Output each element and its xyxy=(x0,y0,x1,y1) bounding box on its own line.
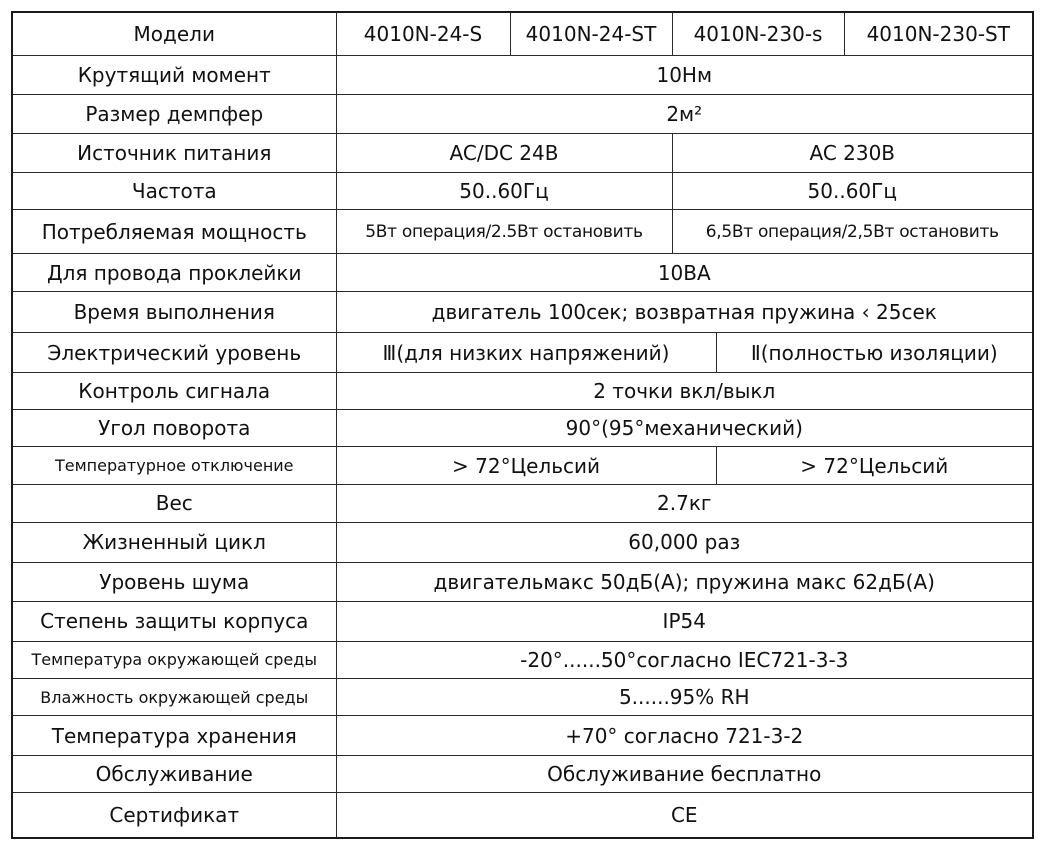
table-row xyxy=(12,55,1033,94)
model-4: 4010N-230-ST xyxy=(844,12,1033,55)
row-value-right: 50..60Гц xyxy=(672,172,1033,209)
table-row-header xyxy=(12,12,1033,55)
table-row xyxy=(12,94,1033,133)
table-row xyxy=(12,522,1033,562)
table-row xyxy=(12,716,1033,756)
row-value: +70° согласно 721-3-2 xyxy=(336,716,1033,756)
table-row xyxy=(12,756,1033,793)
row-value: 5......95% RH xyxy=(336,678,1033,715)
row-value-left: > 72°Цельсий xyxy=(336,447,716,484)
model-3: 4010N-230-s xyxy=(672,12,844,55)
row-label: Уровень шума xyxy=(12,562,336,601)
row-label: Угол поворота xyxy=(12,410,336,447)
row-value-left: 50..60Гц xyxy=(336,172,672,209)
row-label: Потребляемая мощность xyxy=(12,209,336,253)
row-value-right: 6,5Вт операция/2,5Вт остановить xyxy=(672,209,1033,253)
row-label: Время выполнения xyxy=(12,292,336,333)
model-2: 4010N-24-ST xyxy=(510,12,672,55)
row-label: Крутящий момент xyxy=(12,55,336,94)
row-value: -20°......50°согласно IEC721-3-3 xyxy=(336,641,1033,678)
row-value: 60,000 раз xyxy=(336,522,1033,562)
row-value: 2.7кг xyxy=(336,484,1033,522)
row-label: Вес xyxy=(12,484,336,522)
row-value: двигательмакс 50дБ(А); пружина макс 62дБ(А) xyxy=(336,562,1033,601)
table-row xyxy=(12,641,1033,678)
row-value: CE xyxy=(336,793,1033,838)
row-value-right: Ⅱ(полностью изоляции) xyxy=(716,333,1033,373)
spec-table xyxy=(11,11,1034,839)
row-label: Жизненный цикл xyxy=(12,522,336,562)
table-row xyxy=(12,333,1033,373)
row-label: Размер демпфер xyxy=(12,94,336,133)
table-row xyxy=(12,484,1033,522)
table-row xyxy=(12,562,1033,601)
model-1: 4010N-24-S xyxy=(336,12,510,55)
row-label: Температура окружающей среды xyxy=(12,641,336,678)
table-row xyxy=(12,172,1033,209)
table-row xyxy=(12,793,1033,838)
table-row xyxy=(12,373,1033,410)
table-row xyxy=(12,678,1033,715)
row-label: Влажность окружающей среды xyxy=(12,678,336,715)
row-value-left: Ⅲ(для низких напряжений) xyxy=(336,333,716,373)
table-row xyxy=(12,133,1033,172)
row-value-right: AC 230B xyxy=(672,133,1033,172)
row-value-left: AC/DC 24B xyxy=(336,133,672,172)
table-row xyxy=(12,410,1033,447)
row-label: Для провода проклейки xyxy=(12,254,336,292)
row-value: 10Нм xyxy=(336,55,1033,94)
table-row xyxy=(12,209,1033,253)
row-label: Электрический уровень xyxy=(12,333,336,373)
row-label: Контроль сигнала xyxy=(12,373,336,410)
row-value: 10ВА xyxy=(336,254,1033,292)
row-value: Обслуживание бесплатно xyxy=(336,756,1033,793)
row-value-right: > 72°Цельсий xyxy=(716,447,1033,484)
row-label: Степень защиты корпуса xyxy=(12,601,336,641)
table-row xyxy=(12,292,1033,333)
row-value: 2 точки вкл/выкл xyxy=(336,373,1033,410)
row-label: Сертификат xyxy=(12,793,336,838)
row-label: Обслуживание xyxy=(12,756,336,793)
row-label: Температурное отключение xyxy=(12,447,336,484)
row-value: IP54 xyxy=(336,601,1033,641)
row-value: 90°(95°механический) xyxy=(336,410,1033,447)
row-label: Частота xyxy=(12,172,336,209)
table-row xyxy=(12,254,1033,292)
row-label: Температура хранения xyxy=(12,716,336,756)
table-row xyxy=(12,447,1033,484)
row-value-left: 5Вт операция/2.5Вт остановить xyxy=(336,209,672,253)
row-value: 2м² xyxy=(336,94,1033,133)
table-row xyxy=(12,601,1033,641)
row-label: Источник питания xyxy=(12,133,336,172)
row-value: двигатель 100сек; возвратная пружина ‹ 25сек xyxy=(336,292,1033,333)
header-label: Модели xyxy=(12,12,336,55)
